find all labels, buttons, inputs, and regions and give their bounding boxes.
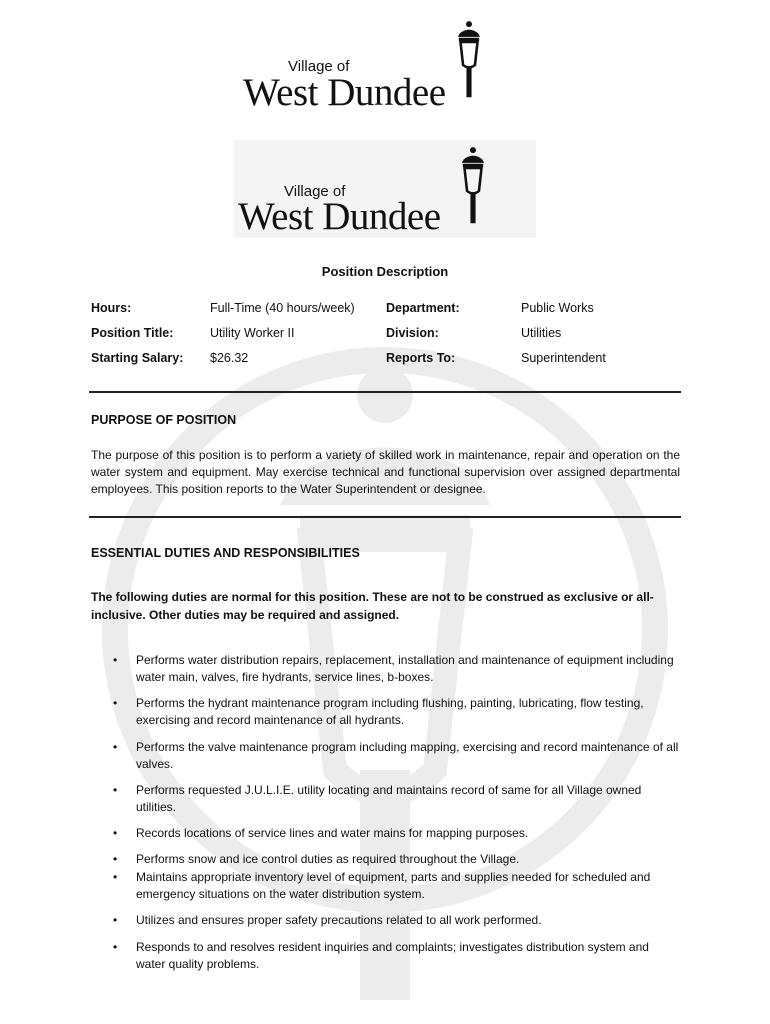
duty-text: Performs requested J.U.L.I.E. utility locating and maintains record of same for all Village owned utilities. xyxy=(136,783,642,814)
bullet-icon: • xyxy=(113,852,118,866)
bullet-icon: • xyxy=(113,783,118,797)
hours-value: Full-Time (40 hours/week) xyxy=(210,301,355,315)
logo-city-text: West Dundee xyxy=(243,71,446,114)
hours-label: Hours: xyxy=(91,301,132,315)
starting-salary-value: $26.32 xyxy=(210,351,249,365)
purpose-heading: PURPOSE OF POSITION xyxy=(91,413,237,427)
bullet-icon: • xyxy=(113,940,118,954)
divider-rule xyxy=(89,391,681,393)
divider-rule xyxy=(89,516,681,518)
duty-text: Records locations of service lines and water mains for mapping purposes. xyxy=(136,826,529,840)
duty-text: Performs the hydrant maintenance program including flushing, painting, lubricating, flow testing, exercising and record maintenance of all hydrants. xyxy=(136,696,644,727)
department-value: Public Works xyxy=(521,301,594,315)
division-value: Utilities xyxy=(521,326,562,340)
position-title-label: Position Title: xyxy=(91,326,174,340)
duty-text: Performs the valve maintenance program including mapping, exercising and record maintenance of all valves. xyxy=(136,740,679,771)
bullet-icon: • xyxy=(113,653,118,667)
duty-text: Performs snow and ice control duties as required throughout the Village. xyxy=(136,852,520,866)
bullet-icon: • xyxy=(113,870,118,884)
logo-village-text: Village of xyxy=(284,183,346,200)
bullet-icon: • xyxy=(113,826,118,840)
bullet-icon: • xyxy=(113,913,118,927)
logo-village-text: Village of xyxy=(288,58,350,75)
logo-city-text: West Dundee xyxy=(238,195,441,238)
bullet-icon: • xyxy=(113,740,118,754)
duty-text: Responds to and resolves resident inquiries and complaints; investigates distribution system and water quality problems. xyxy=(136,940,649,971)
village-logo-top xyxy=(240,18,540,118)
reports-to-value: Superintendent xyxy=(521,351,606,365)
position-title-value: Utility Worker II xyxy=(210,326,295,340)
bullet-icon: • xyxy=(113,696,118,710)
reports-to-label: Reports To: xyxy=(386,351,456,365)
duty-text: Performs water distribution repairs, replacement, installation and maintenance of equipment including water main, valves, fire hydrants, service lines, b-boxes. xyxy=(136,653,674,684)
street-lamp-icon xyxy=(452,18,486,100)
document-title: Position Description xyxy=(321,264,449,279)
duty-text: Maintains appropriate inventory level of equipment, parts and supplies needed for scheduled and emergency situations on the water distribution system. xyxy=(136,870,651,901)
street-lamp-icon xyxy=(456,144,490,226)
starting-salary-label: Starting Salary: xyxy=(91,351,184,365)
department-label: Department: xyxy=(386,301,460,315)
division-label: Division: xyxy=(386,326,439,340)
duties-heading: ESSENTIAL DUTIES AND RESPONSIBILITIES xyxy=(91,546,360,560)
village-logo-second xyxy=(234,140,536,238)
duties-intro: The following duties are normal for this position. These are not to be construed as exclusive or all-inclusive. Other duties may be required and assigned. xyxy=(91,590,654,622)
purpose-text: The purpose of this position is to perform a variety of skilled work in maintenance, repair and operation on the water system and equipment. May exercise technical and functional supervision over assigned departmental employees. This position reports to the Water Superintendent or designee. xyxy=(91,448,680,496)
duty-text: Utilizes and ensures proper safety precautions related to all work performed. xyxy=(136,913,542,927)
